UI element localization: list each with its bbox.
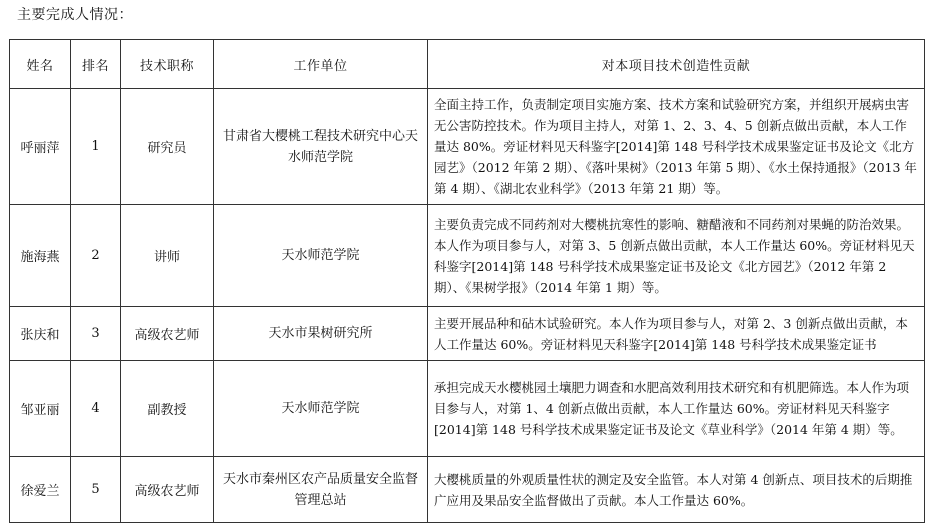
cell-unit: 天水师范学院: [214, 361, 428, 457]
cell-name: 呼丽萍: [10, 89, 71, 205]
cell-contribution: 主要负责完成不同药剂对大樱桃抗寒性的影响、糖醋液和不同药剂对果蝇的防治效果。本人作为项目参与人，对第 3、5 创新点做出贡献，本人工作量达 60%。旁证材料见天科鉴字[2014]第 148 号科学技术成果鉴定证书及论文《北方园艺》（2012 年第 2 期）、《果树学报》（2014 年第 1 期）等。: [428, 205, 925, 307]
cell-unit: 天水市秦州区农产品质量安全监督管理总站: [214, 457, 428, 523]
cell-unit: 甘肃省大樱桃工程技术研究中心天水师范学院: [214, 89, 428, 205]
table-row: [10, 457, 925, 523]
cell-name: 张庆和: [10, 307, 71, 361]
table-row: [10, 89, 925, 205]
cell-unit: 天水师范学院: [214, 205, 428, 307]
cell-title: 高级农艺师: [121, 457, 214, 523]
cell-rank: 5: [71, 457, 121, 523]
cell-rank: 3: [71, 307, 121, 361]
cell-title: 讲师: [121, 205, 214, 307]
table-header-row: [10, 40, 925, 89]
cell-unit: 天水市果树研究所: [214, 307, 428, 361]
cell-title: 研究员: [121, 89, 214, 205]
column-header-name: 姓名: [10, 40, 71, 89]
column-header-title: 技术职称: [121, 40, 214, 89]
cell-title: 副教授: [121, 361, 214, 457]
table-row: [10, 361, 925, 457]
cell-title: 高级农艺师: [121, 307, 214, 361]
cell-rank: 1: [71, 89, 121, 205]
column-header-contribution: 对本项目技术创造性贡献: [428, 40, 925, 89]
column-header-rank: 排名: [71, 40, 121, 89]
column-header-unit: 工作单位: [214, 40, 428, 89]
cell-contribution: 全面主持工作，负责制定项目实施方案、技术方案和试验研究方案，并组织开展病虫害无公害防控技术。作为项目主持人，对第 1、2、3、4、5 创新点做出贡献，本人工作量达 80%。旁证材料见天科鉴字[2014]第 148 号科学技术成果鉴定证书及论文《北方园艺》（2012 年第 2 期）、《落叶果树》（2013 年第 5 期）、《水土保持通报》（2013 年第 4 期）、《湖北农业科学》（2013 年第 21 期）等。: [428, 89, 925, 205]
section-heading: 主要完成人情况：: [17, 7, 133, 23]
cell-name: 施海燕: [10, 205, 71, 307]
cell-name: 徐爱兰: [10, 457, 71, 523]
cell-contribution: 承担完成天水樱桃园土壤肥力调查和水肥高效利用技术研究和有机肥筛选。本人作为项目参与人，对第 1、4 创新点做出贡献，本人工作量达 60%。旁证材料见天科鉴字[2014]第 148 号科学技术成果鉴定证书及论文《草业科学》（2014 年第 4 期）等。: [428, 361, 925, 457]
cell-contribution: 大樱桃质量的外观质量性状的测定及安全监管。本人对第 4 创新点、项目技术的后期推广应用及果品安全监督做出了贡献。本人工作量达 60%。: [428, 457, 925, 523]
table-row: [10, 205, 925, 307]
cell-name: 邹亚丽: [10, 361, 71, 457]
completers-table: [9, 39, 925, 523]
cell-rank: 4: [71, 361, 121, 457]
cell-rank: 2: [71, 205, 121, 307]
table-row: [10, 307, 925, 361]
cell-contribution: 主要开展品种和砧木试验研究。本人作为项目参与人，对第 2、3 创新点做出贡献，本人工作量达 60%。旁证材料见天科鉴字[2014]第 148 号科学技术成果鉴定证书: [428, 307, 925, 361]
